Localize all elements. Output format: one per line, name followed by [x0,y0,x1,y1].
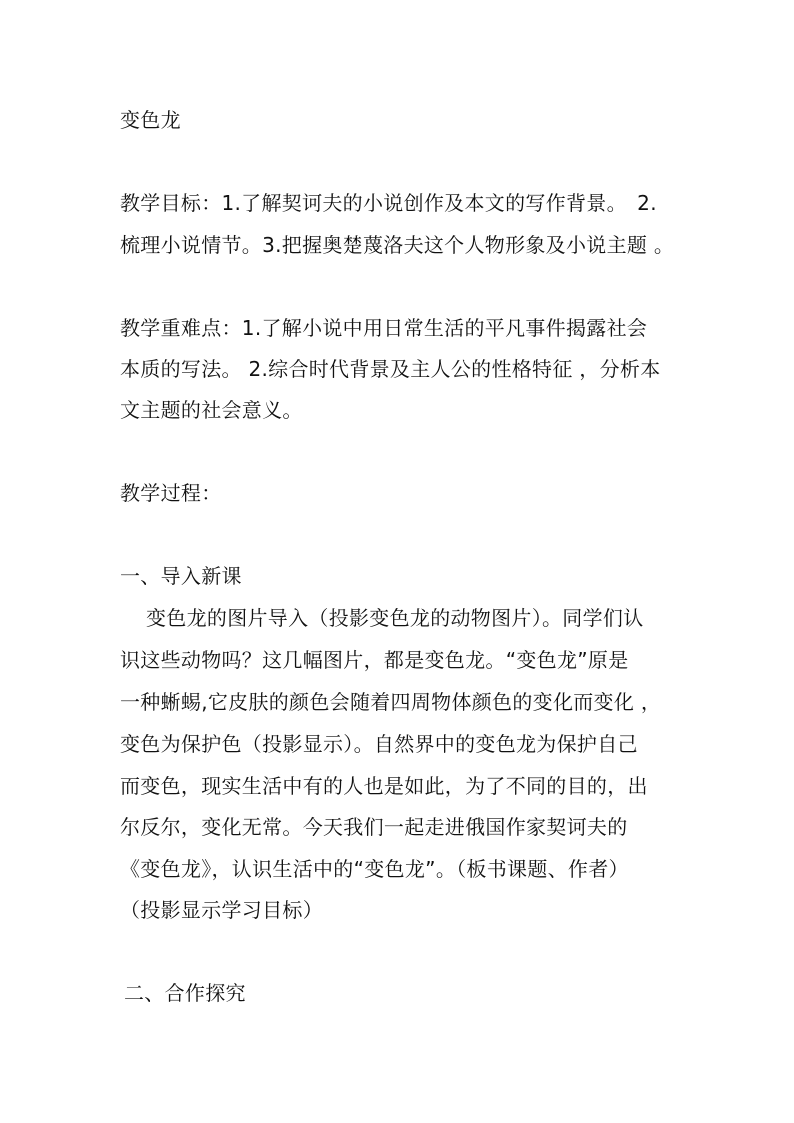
paragraph-line: 而变色，现实生活中有的人也是如此，为了不同的目的，出 [120,774,648,798]
section-1-heading: 一、导入新课 [120,564,242,588]
objectives-line-2: 梳理小说情节。3.把握奥楚蔑洛夫这个人物形象及小说主题 。 [120,233,675,257]
paragraph-line: 变色龙的图片导入（投影变色龙的动物图片）。同学们认 [146,606,644,630]
objectives-line-1: 教学目标：1.了解契诃夫的小说创作及本文的写作背景。 2. [120,191,657,215]
paragraph-line: 《变色龙》，认识生活中的“变色龙”。（板书课题、作者） [120,857,629,881]
key-points-line-1: 教学重难点：1.了解小说中用日常生活的平凡事件揭露社会 [120,316,648,340]
key-points-line-2: 本质的写法。 2.综合时代背景及主人公的性格特征 ，分析本 [120,357,661,381]
paragraph-line: 一种蜥蜴,它皮肤的颜色会随着四周物体颜色的变化而变化 ， [120,690,662,714]
paragraph-line: （投影显示学习目标） [120,898,323,922]
paragraph-line: 尔反尔，变化无常。今天我们一起走进俄国作家契诃夫的 [120,815,628,839]
paragraph-line: 识这些动物吗？这几幅图片，都是变色龙。“变色龙”原是 [120,648,629,672]
process-heading: 教学过程： [120,481,222,505]
paragraph-line: 变色为保护色（投影显示）。自然界中的变色龙为保护自己 [120,732,638,756]
key-points-line-3: 文主题的社会意义。 [120,398,303,422]
section-2-heading: 二、合作探究 [124,981,246,1005]
document-title: 变色龙 [120,108,181,132]
